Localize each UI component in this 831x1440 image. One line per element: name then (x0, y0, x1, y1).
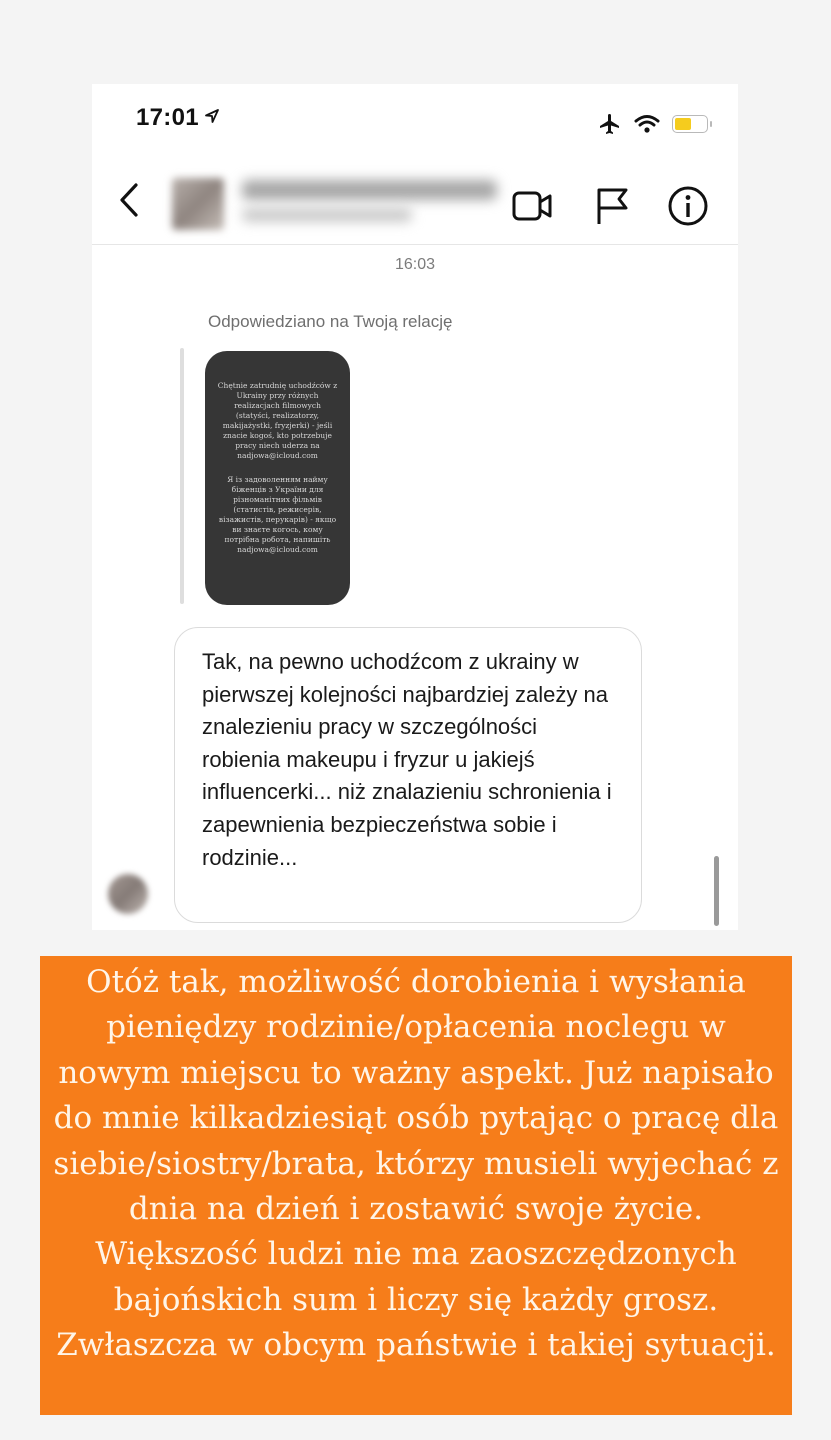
flag-icon[interactable] (592, 184, 632, 228)
contact-subtitle (242, 208, 412, 222)
sender-avatar (108, 874, 148, 914)
story-text-polish: Chętnie zatrudnię uchodźców z Ukrainy przy różnych realizacjach filmowych (statyści, realizatorzy, makijażystki, fryzjerki) - jeśli znacie kogoś, kto potrzebuje pracy niech uderza na nadjowa@icloud.com (217, 381, 338, 460)
header-divider (92, 244, 738, 245)
message-bubble[interactable]: Tak, na pewno uchodźcom z ukrainy w pierwszej kolejności najbardziej zależy na znalezieniu pracy w szczególności robienia makeupu i fryzur u jakiejś influencerki... niż znalazieniu schronienia i zapewnienia bezpieczeństwa sobie i rodzinie... (174, 627, 642, 923)
battery-icon (672, 115, 708, 133)
status-icons (598, 112, 708, 136)
scrollbar[interactable] (714, 856, 719, 926)
airplane-icon (598, 112, 622, 136)
status-time: 17:01 (136, 104, 199, 131)
story-text-ukrainian: Я із задоволенням найму біженців з України для різноманітних фільмів (статистів, режисерів, візажистів, перукарів) - якщо ви знаєте когось, кому потрібна робота, напишіть nadjowa@icloud.com (218, 475, 337, 554)
contact-name[interactable] (242, 180, 497, 200)
location-arrow-icon (204, 108, 220, 124)
reply-quote-bar (180, 348, 184, 604)
story-caption: Otóż tak, możliwość dorobienia i wysłania pieniędzy rodzinie/opłacenia noclegu w nowym miejscu to ważny aspekt. Już napisało do mnie kilkadziesiąt osób pytając o pracę dla siebie/siostry/brata, którzy musieli wyjechać z dnia na dzień i zostawić swoje życie. Większość ludzi nie ma zaoszczędzonych bajońskich sum i liczy się każdy grosz. Zwłaszcza w obcym państwie i takiej sytuacji. (40, 956, 792, 1415)
chevron-left-icon[interactable] (118, 182, 140, 218)
contact-avatar[interactable] (172, 178, 224, 230)
story-preview[interactable] (205, 351, 350, 605)
story-reply-note: Odpowiedziano na Twoją relację (208, 312, 453, 331)
info-icon[interactable] (666, 184, 710, 228)
chat-screenshot (92, 84, 738, 930)
message-timestamp: 16:03 (394, 256, 436, 273)
wifi-icon (634, 114, 660, 134)
video-call-icon[interactable] (510, 184, 554, 228)
